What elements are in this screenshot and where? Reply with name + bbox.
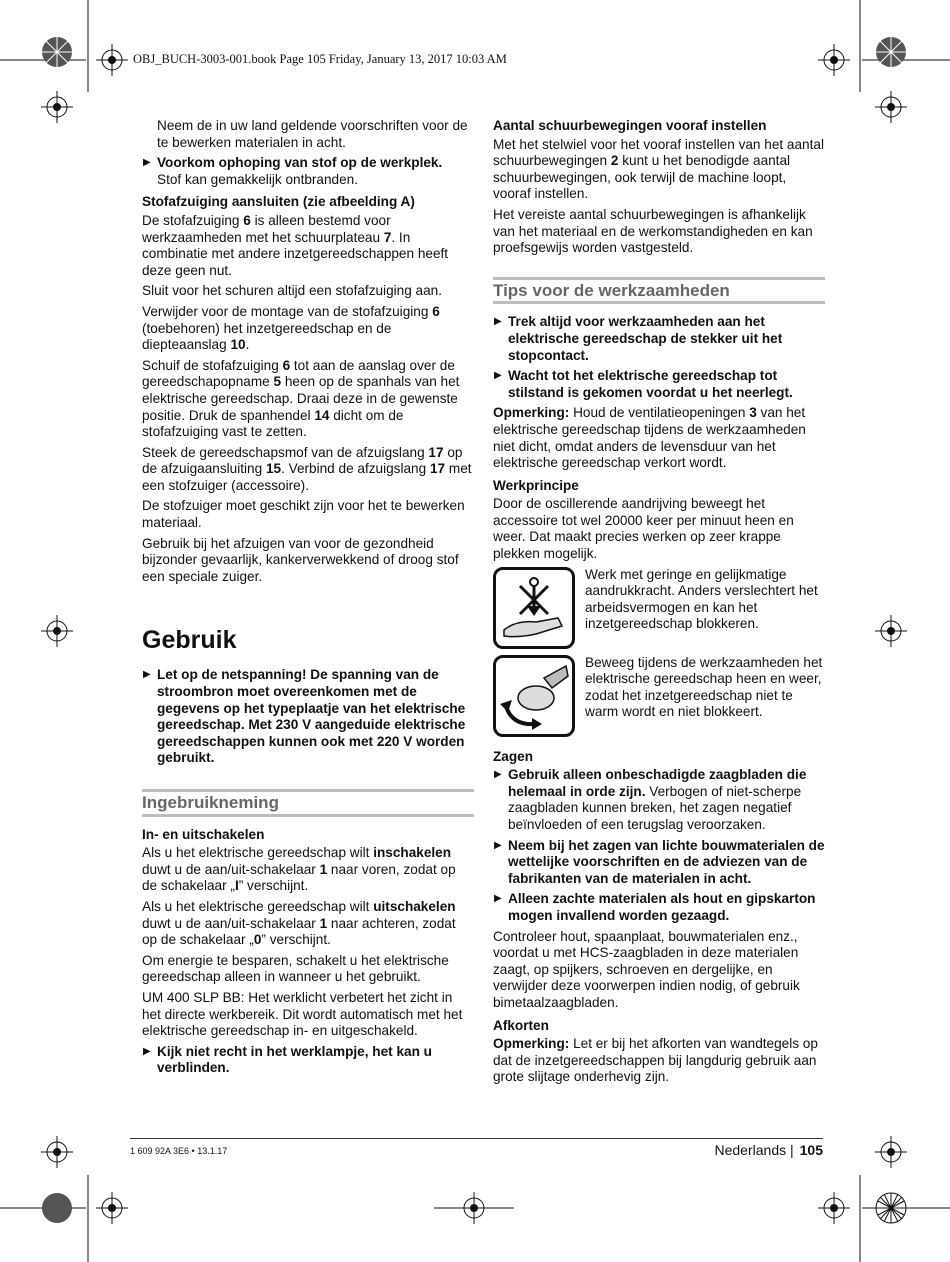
figure-caption: Beweeg tijdens de werkzaamheden het elektrische gereedschap heen en weer, zodat het inzetgereedschap niet te warm wordt en niet blokkeert. — [585, 654, 823, 720]
bullet-item: ▶ Alleen zachte materialen als hout en gipskarton mogen invallend worden gezaagd. — [494, 891, 816, 923]
triangle-bullet-icon: ▶ — [494, 370, 502, 382]
triangle-bullet-icon: ▶ — [494, 316, 502, 328]
subheading: Werkprincipe — [493, 477, 579, 493]
paragraph: Sluit voor het schuren altijd een stofafzuiging aan. — [142, 283, 443, 299]
subheading: Zagen — [493, 748, 534, 764]
triangle-bullet-icon: ▶ — [143, 669, 151, 681]
chapter-title: Gebruik — [142, 626, 237, 655]
document-code: 1 609 92A 3E6 • 13.1.17 — [130, 1146, 228, 1156]
paragraph: Opmerking: Houd de ventilatieopeningen 3 van het elektrische gereedschap tijdens de werkzaamheden niet dicht, omdat anders de levensduur van het elektrische gereedschap verkort wordt. — [493, 405, 806, 471]
figure-caption: Werk met geringe en gelijkmatige aandrukkracht. Anders verslechtert het arbeidsvermogen en kan het inzetgereedschap blokkeren. — [585, 566, 818, 632]
triangle-bullet-icon: ▶ — [494, 769, 502, 781]
paragraph: Verwijder voor de montage van de stofafzuiging 6 (toebehoren) het inzetgereedschap en de diepteaanslag 10. — [142, 303, 440, 353]
paragraph: Als u het elektrische gereedschap wilt inschakelen duwt u de aan/uit-schakelaar 1 naar voren, zodat op de schakelaar „I” verschijnt. — [142, 845, 456, 894]
bullet-item: ▶ Trek altijd voor werkzaamheden aan het elektrische gereedschap de stekker uit het stopcontact. — [494, 314, 783, 363]
paragraph: Gebruik bij het afzuigen van voor de gezondheid bijzonder gevaarlijk, kankerverwekkend of droog stof een speciale zuiger. — [142, 535, 459, 584]
footer-rule — [130, 1138, 823, 1139]
language-label: Nederlands | — [714, 1142, 794, 1158]
light-pressure-icon — [493, 567, 575, 649]
paragraph: UM 400 SLP BB: Het werklicht verbetert het zicht in het directe werkbereik. Dit wordt automatisch met het elektrische gereedschap in- en uitgeschakeld. — [142, 989, 463, 1039]
paragraph: Schuif de stofafzuiging 6 tot aan de aanslag over de gereedschapopname 5 heen op de spanhals van het elektrische gereedschap. Draai deze in de gewenste positie. Druk de spanhendel 14 dicht om de stofafzuiging vast te zetten. — [142, 357, 460, 440]
bullet-item: ▶ Gebruik alleen onbeschadigde zaagbladen die helemaal in orde zijn. Verbogen of niet-scherpe zaagbladen kunnen breken, het zagen negatief beïnvloeden of een terugslag veroorzaken. — [494, 767, 807, 833]
paragraph: Opmerking: Let er bij het afkorten van wandtegels op dat de inzetgereedschappen bij langdurig gebruik aan grote slijtage onderhevig zijn. — [493, 1036, 818, 1085]
page-number: 105 — [799, 1142, 823, 1158]
section-heading: Ingebruikneming — [142, 789, 474, 817]
subheading: Stofafzuiging aansluiten (zie afbeelding A) — [142, 194, 415, 210]
paragraph: De stofafzuiging 6 is alleen bestemd voor werkzaamheden met het schuurplateau 7. In combinatie met andere inzetgereedschappen heeft deze geen nut. — [142, 212, 449, 278]
figure-motion — [493, 655, 825, 737]
paragraph: De stofzuiger moet geschikt zijn voor het te bewerken materiaal. — [142, 498, 465, 531]
page-footer — [600, 1142, 823, 1158]
left-column — [142, 118, 474, 1081]
right-column — [493, 118, 825, 1090]
book-header: OBJ_BUCH-3003-001.book Page 105 Friday, January 13, 2017 10:03 AM — [133, 52, 507, 66]
back-and-forth-motion-icon — [493, 655, 575, 737]
bullet-item: ▶ Kijk niet recht in het werklampje, het kan u verblinden. — [143, 1043, 432, 1076]
paragraph: Als u het elektrische gereedschap wilt uitschakelen duwt u de aan/uit-schakelaar 1 naar achteren, zodat op de schakelaar „0” verschijnt. — [142, 898, 456, 948]
subheading: In- en uitschakelen — [142, 826, 265, 842]
subheading: Afkorten — [493, 1017, 549, 1033]
figure-pressure — [493, 567, 825, 649]
paragraph: Door de oscillerende aandrijving beweegt het accessoire tot wel 20000 keer per minuut heen en weer. Dat maakt precies werken op zeer krappe plekken mogelijk. — [493, 496, 794, 562]
bullet-item: ▶ Let op de netspanning! De spanning van de stroombron moet overeenkomen met de gegevens op het typeplaatje van het elektrische gereedschap. Met 230 V aangeduide elektrische gereedschappen kunnen ook met 220 V worden gebruikt. — [143, 667, 466, 766]
paragraph: Het vereiste aantal schuurbewegingen is afhankelijk van het materiaal en de werkomstandigheden en kan proefsgewijs worden vastgesteld. — [493, 206, 813, 256]
subheading: Aantal schuurbewegingen vooraf instellen — [493, 118, 767, 133]
triangle-bullet-icon: ▶ — [143, 1045, 151, 1057]
triangle-bullet-icon: ▶ — [494, 839, 502, 851]
paragraph: Neem de in uw land geldende voorschriften voor de te bewerken materialen in acht. — [157, 118, 468, 150]
bullet-item: ▶ Wacht tot het elektrische gereedschap tot stilstand is gekomen voordat u het neerlegt. — [494, 368, 793, 400]
triangle-bullet-icon: ▶ — [494, 893, 502, 905]
triangle-bullet-icon: ▶ — [143, 157, 151, 169]
bullet-item: ▶ Voorkom ophoping van stof op de werkplek. Stof kan gemakkelijk ontbranden. — [143, 155, 443, 187]
bullet-item: ▶ Neem bij het zagen van lichte bouwmaterialen de wettelijke voorschriften en de adviezen van de fabrikanten van de materialen in acht. — [494, 837, 825, 886]
paragraph: Met het stelwiel voor het vooraf instellen van het aantal schuurbewegingen 2 kunt u het benodigde aantal schuurbewegingen, ook terwijl de machine loopt, vooraf instellen. — [493, 136, 824, 202]
paragraph: Controleer hout, spaanplaat, bouwmaterialen enz., voordat u met HCS-zaagbladen in deze materialen zaagt, op spijkers, schroeven en dergelijke, en verwijder deze voorwerpen indien nodig, of gebruik bimetaalzaagbladen. — [493, 928, 800, 1010]
paragraph: Steek de gereedschapsmof van de afzuigslang 17 op de afzuigaansluiting 15. Verbind de afzuigslang 17 met een stofzuiger (accessoire). — [142, 444, 472, 493]
section-heading: Tips voor de werkzaamheden — [493, 277, 825, 305]
paragraph: Om energie te besparen, schakelt u het elektrische gereedschap alleen in wanneer u het gebruikt. — [142, 952, 449, 985]
